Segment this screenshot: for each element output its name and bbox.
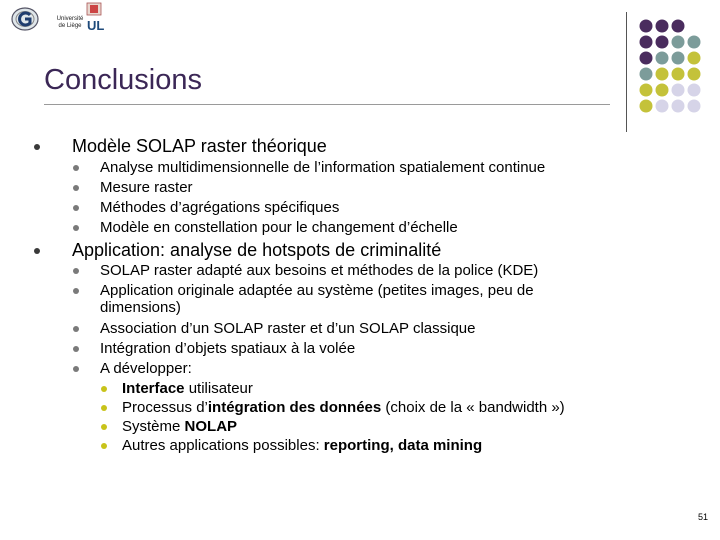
outline-subitem-continuation: dimensions)	[100, 299, 181, 316]
decorative-dot	[688, 100, 701, 113]
outline-subitem: Intégration d’objets spatiaux à la volée	[100, 340, 356, 357]
decorative-dot	[656, 100, 669, 113]
decorative-dot	[656, 36, 669, 49]
decorative-dot	[688, 36, 701, 49]
bold-text: reporting, data mining	[323, 437, 483, 454]
decorative-dot	[640, 68, 653, 81]
outline-subitem: SOLAP raster adapté aux besoins et méthodes de la police (KDE)	[100, 262, 539, 279]
decorative-dot	[688, 84, 701, 97]
page-title: Conclusions	[44, 64, 202, 96]
bullet-icon	[101, 386, 107, 392]
outline-subitem: Association d’un SOLAP raster et d’un SOLAP classique	[100, 320, 476, 337]
decorative-dot	[672, 100, 685, 113]
decorative-dot	[656, 84, 669, 97]
plain-text: Processus d’	[122, 399, 208, 416]
outline-subitem: A développer:	[100, 360, 192, 377]
bold-text: NOLAP	[184, 418, 238, 435]
outline-subsubitem	[122, 418, 237, 435]
bullet-icon	[34, 248, 40, 254]
outline-subitem: Modèle en constellation pour le changement d’échelle	[100, 219, 458, 236]
outline-subitem: Méthodes d’agrégations spécifiques	[100, 199, 340, 216]
outline-subsubitem	[122, 437, 482, 454]
outline-subitem: Application originale adaptée au système (petites images, peu de	[100, 282, 534, 299]
decorative-dot	[672, 68, 685, 81]
decorative-dot	[640, 84, 653, 97]
decorative-dot	[672, 84, 685, 97]
decorative-dot	[640, 20, 653, 33]
bullet-icon	[101, 443, 107, 449]
plain-text: (choix de la « bandwidth »)	[381, 399, 565, 416]
bullet-icon	[73, 205, 79, 211]
bullet-icon	[73, 225, 79, 231]
decorative-dot	[640, 100, 653, 113]
outline-subsubitem	[122, 399, 565, 416]
bullet-icon	[73, 165, 79, 171]
decorative-dot	[640, 36, 653, 49]
decorative-dot	[672, 52, 685, 65]
decorative-dot	[672, 36, 685, 49]
title-underline	[44, 104, 610, 105]
outline-subsubitem	[122, 380, 253, 397]
bullet-icon	[34, 144, 40, 150]
outline-subitem: Analyse multidimensionnelle de l’information spatialement continue	[100, 159, 546, 176]
decorative-dot	[656, 20, 669, 33]
decorative-dot	[688, 52, 701, 65]
bullet-icon	[73, 366, 79, 372]
university-logo-line-1: Université	[56, 16, 84, 22]
university-logo-line-2: de Liège	[58, 23, 82, 29]
page-number: 51	[697, 512, 708, 522]
decorative-dot	[672, 20, 685, 33]
bullet-icon	[101, 405, 107, 411]
bullet-icon	[73, 346, 79, 352]
plain-text: Autres applications possibles:	[122, 437, 324, 454]
decorative-dot	[640, 52, 653, 65]
bullet-icon	[73, 326, 79, 332]
decorative-dot	[656, 68, 669, 81]
plain-text: utilisateur	[184, 380, 253, 397]
outline-item-solap-model: Modèle SOLAP raster théorique	[72, 136, 327, 156]
bullet-icon	[73, 268, 79, 274]
bullet-icon	[73, 288, 79, 294]
decorative-dot	[688, 68, 701, 81]
outline-subitem: Mesure raster	[100, 179, 193, 196]
bold-text: intégration des données	[207, 399, 382, 416]
outline-item-application: Application: analyse de hotspots de criminalité	[72, 240, 442, 260]
bold-text: Interface	[122, 380, 185, 397]
svg-text:UL: UL	[87, 18, 105, 33]
plain-text: Système	[122, 418, 185, 435]
decorative-dot	[656, 52, 669, 65]
bullet-icon	[73, 185, 79, 191]
bullet-icon	[101, 424, 107, 430]
